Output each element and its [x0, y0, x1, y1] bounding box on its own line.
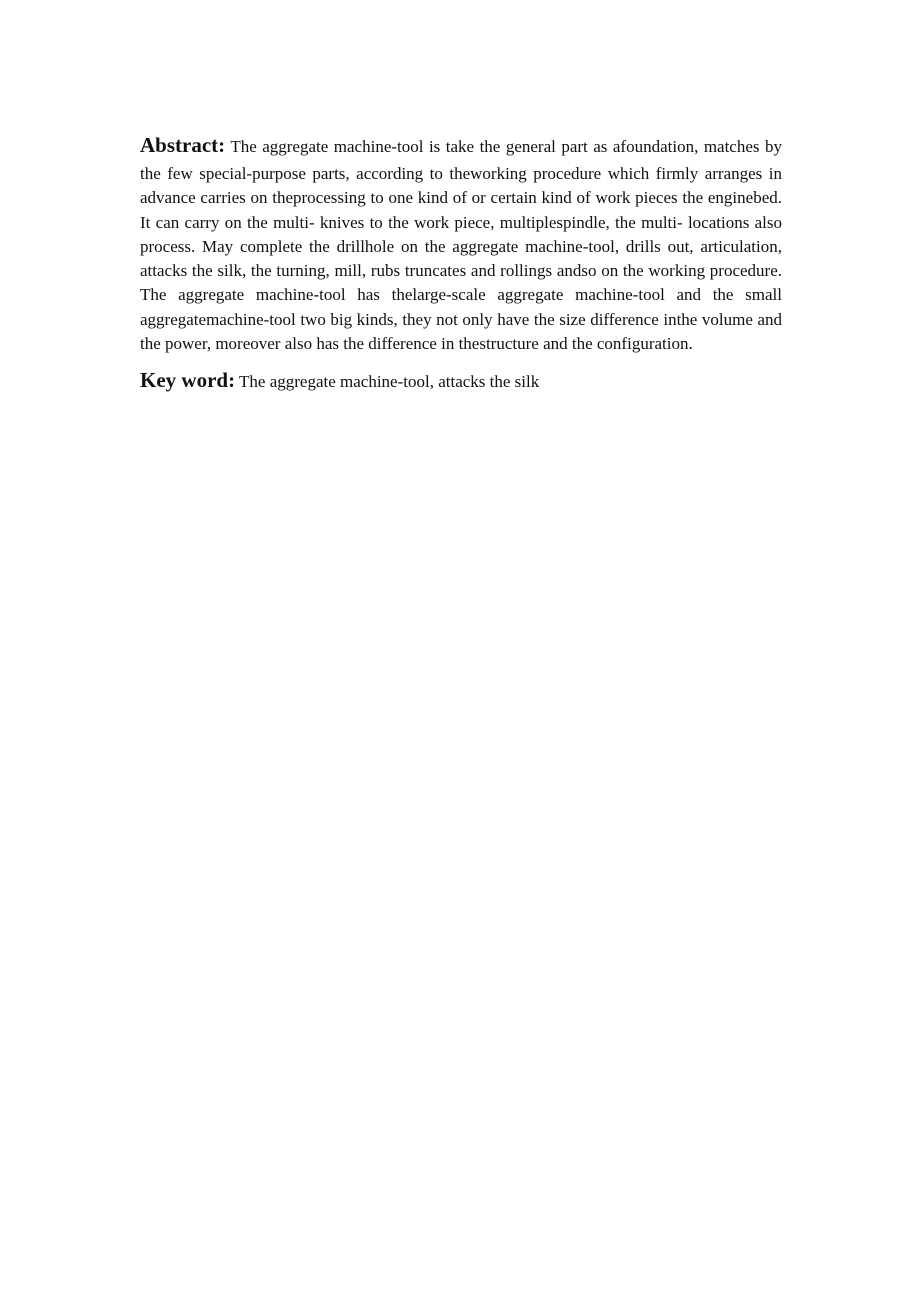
abstract-text: The aggregate machine-tool is take the general part as afoundation, matches by the few special-purpose parts, according to theworking procedure which firmly arranges in advance carries on theprocessing to one kind of or certain kind of work pieces the enginebed. It can carry on the multi- knives to the work piece, multiplespindle, the multi- locations also process. May complete the drillhole on the aggregate machine-tool, drills out, articulation, attacks the silk, the turning, mill, rubs truncates and rollings andso on the working procedure. The aggregate machine-tool has thelarge-scale aggregate machine-tool and the small aggregatemachine-tool two big kinds, they not only have the size difference inthe volume and the power, moreover also has the difference in thestructure and the configuration.	[140, 137, 782, 354]
keywords-text: The aggregate machine-tool, attacks the silk	[235, 372, 540, 392]
abstract-paragraph	[140, 128, 782, 356]
abstract-section	[140, 128, 782, 394]
keywords-label: Key word:	[140, 368, 236, 393]
abstract-label: Abstract:	[140, 133, 226, 157]
keywords-paragraph	[140, 368, 782, 394]
